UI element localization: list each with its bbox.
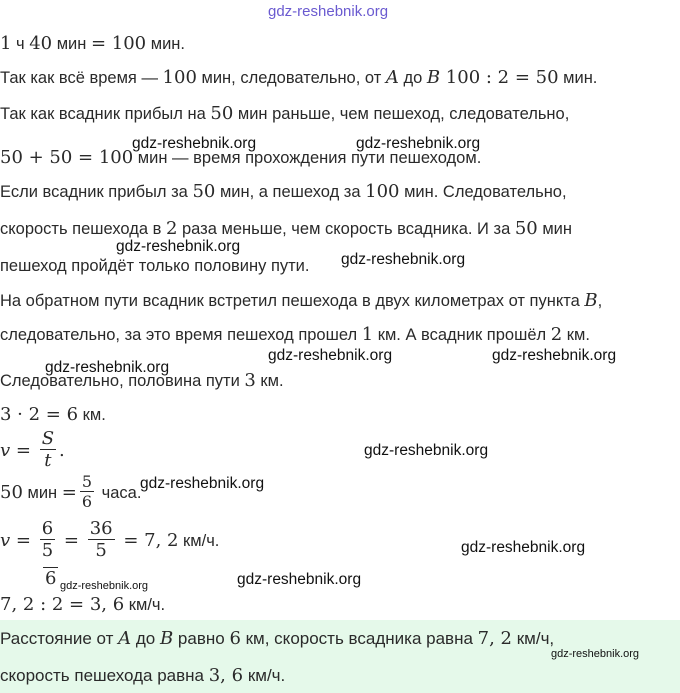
text: мин раньше, чем пешеход, следовательно, bbox=[233, 105, 570, 123]
math-variable: B bbox=[159, 628, 174, 649]
watermark: gdz-reshebnik.org bbox=[237, 571, 362, 588]
math: 100 bbox=[162, 67, 197, 88]
text: Так как всадник прибыл на bbox=[0, 105, 211, 123]
math: 6 bbox=[45, 568, 57, 589]
line-11 bbox=[0, 404, 106, 426]
text: км. bbox=[562, 326, 590, 344]
watermark: gdz-reshebnik.org bbox=[140, 475, 265, 492]
math-variable: v bbox=[0, 529, 11, 551]
text: км. А всадник прошёл bbox=[373, 326, 551, 344]
math: 3 · 2 = 6 bbox=[0, 404, 79, 425]
fraction-denominator: 5 bbox=[41, 540, 54, 561]
text: мин bbox=[52, 35, 91, 53]
text: мин, следовательно, от bbox=[196, 69, 386, 87]
math: 100 : 2 = 50 bbox=[440, 67, 559, 88]
line-7 bbox=[0, 255, 310, 277]
watermark: gdz-reshebnik.org bbox=[268, 347, 393, 364]
line-2 bbox=[0, 67, 597, 89]
line-15 bbox=[43, 568, 58, 590]
math: = bbox=[10, 529, 37, 551]
fraction-numerator: 36 bbox=[89, 518, 113, 539]
watermark-top: gdz-reshebnik.org bbox=[268, 3, 389, 20]
text: раза меньше, чем скорость всадника. И за bbox=[177, 220, 515, 238]
text: мин — время прохождения пути пешеходом. bbox=[133, 149, 482, 167]
fraction bbox=[40, 428, 56, 471]
text: до bbox=[131, 629, 160, 648]
line-6 bbox=[0, 218, 572, 240]
text: Следовательно, половина пути bbox=[0, 372, 245, 390]
fraction-denominator: 6 bbox=[81, 492, 93, 511]
watermark: gdz-reshebnik.org bbox=[492, 347, 617, 364]
text: равно bbox=[173, 629, 230, 648]
math: 50 + 50 = 100 bbox=[0, 147, 134, 168]
line-1 bbox=[0, 33, 185, 55]
fraction-numerator: 5 bbox=[81, 472, 93, 491]
text: мин. Следовательно, bbox=[399, 183, 567, 201]
math: = 7, 2 bbox=[117, 529, 179, 551]
watermark: gdz-reshebnik.org bbox=[461, 539, 586, 556]
text: скорость пешехода равна bbox=[0, 666, 209, 685]
math-variable: A bbox=[385, 67, 399, 88]
text: часа. bbox=[97, 483, 142, 502]
line-12 bbox=[0, 430, 65, 473]
answer-line-2 bbox=[0, 665, 285, 687]
text: до bbox=[398, 69, 427, 87]
line-5 bbox=[0, 181, 567, 203]
fraction-denominator: t bbox=[44, 450, 52, 471]
watermark: gdz-reshebnik.org bbox=[364, 442, 489, 459]
text: Расстояние от bbox=[0, 629, 119, 648]
watermark: gdz-reshebnik.org bbox=[356, 135, 481, 152]
watermark: gdz-reshebnik.org bbox=[60, 580, 149, 592]
math: 50 bbox=[210, 103, 234, 124]
fraction-numerator: 6 bbox=[41, 518, 54, 539]
text: мин. bbox=[146, 35, 185, 53]
math: = bbox=[10, 439, 37, 461]
text: мин, а пешеход за bbox=[215, 183, 366, 201]
fraction-denominator: 5 bbox=[95, 540, 107, 561]
text: км, скорость всадника равна bbox=[240, 629, 478, 648]
math: 1 bbox=[361, 324, 374, 345]
math: 100 bbox=[365, 181, 400, 202]
math-variable: A bbox=[118, 628, 132, 649]
answer-line-1 bbox=[0, 628, 554, 650]
text: мин bbox=[22, 483, 62, 502]
math: 6 bbox=[229, 628, 241, 649]
math-variable: B bbox=[584, 290, 598, 311]
text: На обратном пути всадник встретил пешехода в двух километрах от пункта bbox=[0, 292, 585, 310]
math-variable: B bbox=[426, 67, 441, 88]
line-8 bbox=[0, 290, 602, 312]
math: = bbox=[61, 481, 77, 503]
text: мин bbox=[537, 220, 572, 238]
watermark: gdz-reshebnik.org bbox=[116, 238, 241, 255]
line-14 bbox=[0, 520, 219, 563]
math: = 100 bbox=[90, 33, 147, 54]
text: ч bbox=[11, 35, 30, 53]
math: . bbox=[59, 439, 65, 461]
line-3 bbox=[0, 103, 569, 125]
fraction-numerator: S bbox=[41, 428, 55, 449]
text: км. bbox=[255, 372, 284, 390]
text: скорость пешехода в bbox=[0, 220, 166, 238]
math: 1 bbox=[0, 33, 12, 54]
text: Если всадник прибыл за bbox=[0, 183, 193, 201]
line-16 bbox=[0, 594, 165, 616]
text: км/ч. bbox=[124, 596, 166, 614]
text: км/ч, bbox=[512, 629, 555, 648]
text: пешеход пройдёт только половину пути. bbox=[0, 257, 310, 275]
watermark: gdz-reshebnik.org bbox=[341, 251, 466, 268]
math: 50 bbox=[514, 218, 538, 239]
fraction bbox=[40, 518, 55, 561]
math: 2 bbox=[550, 324, 563, 345]
watermark: gdz-reshebnik.org bbox=[132, 135, 257, 152]
text: км/ч. bbox=[243, 666, 286, 685]
watermark: gdz-reshebnik.org bbox=[45, 359, 170, 376]
math: 2 bbox=[165, 218, 178, 239]
math: 3, 6 bbox=[208, 665, 244, 686]
fraction bbox=[88, 518, 115, 561]
text: км. bbox=[78, 406, 106, 424]
math: 40 bbox=[29, 33, 53, 54]
text: Так как всё время — bbox=[0, 69, 163, 87]
text: следовательно, за это время пешеход прошел bbox=[0, 326, 362, 344]
watermark: gdz-reshebnik.org bbox=[551, 648, 640, 660]
text: мин. bbox=[558, 69, 598, 87]
text: км/ч. bbox=[178, 531, 220, 550]
math: 7, 2 bbox=[477, 628, 512, 649]
math-variable: v bbox=[0, 439, 11, 461]
fraction bbox=[80, 472, 94, 511]
math: 50 bbox=[192, 181, 216, 202]
line-9 bbox=[0, 324, 590, 346]
math: = bbox=[58, 529, 85, 551]
math: 3 bbox=[244, 370, 256, 391]
text: , bbox=[597, 292, 603, 310]
math: 7, 2 : 2 = 3, 6 bbox=[0, 594, 125, 615]
line-13 bbox=[0, 474, 141, 513]
math: 50 bbox=[0, 481, 23, 503]
